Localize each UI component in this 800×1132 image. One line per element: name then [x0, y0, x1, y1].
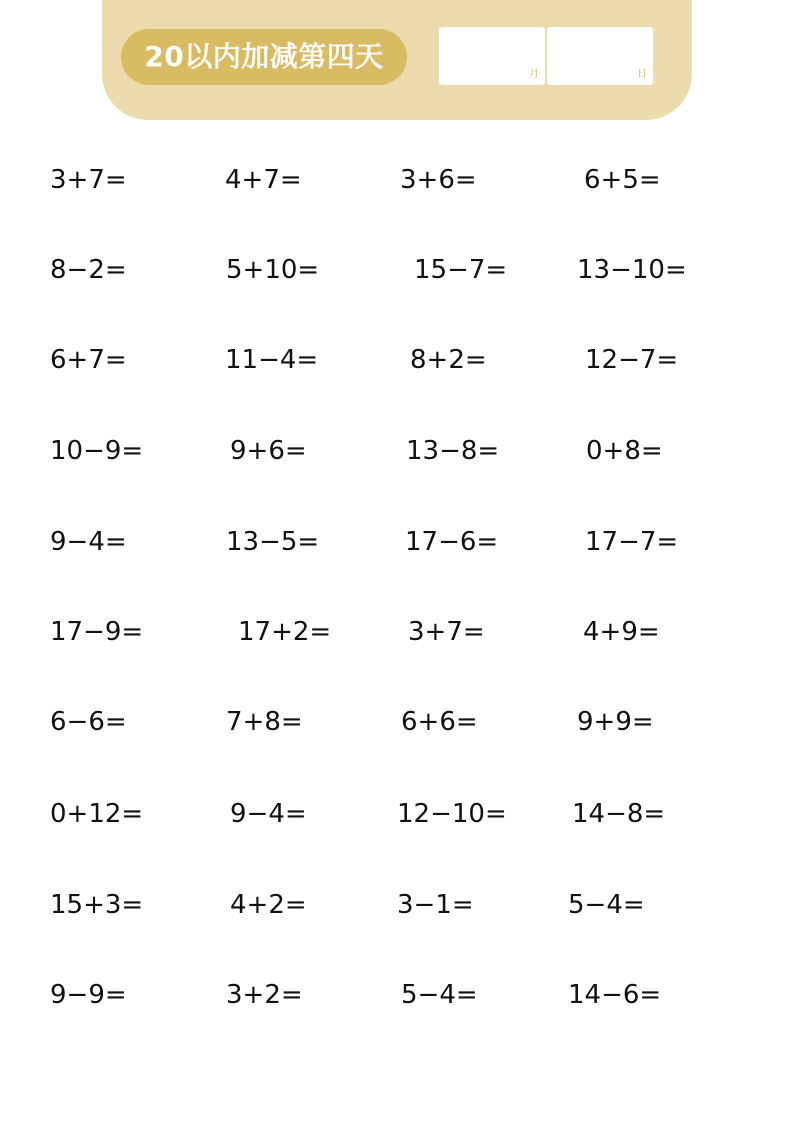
problem-r6-c2: 17+2= [238, 617, 332, 647]
problem-r5-c3: 17−6= [405, 527, 499, 557]
problem-r2-c2: 5+10= [226, 255, 320, 285]
month-label: 月 [529, 69, 539, 80]
problem-r1-c4: 6+5= [584, 165, 661, 195]
problem-r8-c4: 14−8= [572, 799, 666, 829]
problem-r4-c2: 9+6= [230, 436, 307, 466]
problem-r1-c3: 3+6= [400, 165, 477, 195]
problem-r2-c4: 13−10= [577, 255, 687, 285]
problem-r9-c3: 3−1= [397, 890, 474, 920]
problem-r9-c4: 5−4= [568, 890, 645, 920]
problem-r6-c1: 17−9= [50, 617, 144, 647]
problem-r6-c4: 4+9= [583, 617, 660, 647]
problem-r3-c3: 8+2= [410, 345, 487, 375]
problem-r8-c1: 0+12= [50, 799, 144, 829]
problem-r5-c4: 17−7= [585, 527, 679, 557]
problem-r7-c2: 7+8= [226, 707, 303, 737]
problem-r7-c1: 6−6= [50, 707, 127, 737]
day-label: 日 [637, 69, 647, 80]
problem-r6-c3: 3+7= [408, 617, 485, 647]
problem-r7-c3: 6+6= [401, 707, 478, 737]
problem-r10-c4: 14−6= [568, 980, 662, 1010]
worksheet-title: 20以内加减第四天 [121, 29, 407, 85]
problem-r10-c1: 9−9= [50, 980, 127, 1010]
problem-r1-c1: 3+7= [50, 165, 127, 195]
problem-r3-c1: 6+7= [50, 345, 127, 375]
problem-r7-c4: 9+9= [577, 707, 654, 737]
problem-r9-c2: 4+2= [230, 890, 307, 920]
problem-r9-c1: 15+3= [50, 890, 144, 920]
problem-r1-c2: 4+7= [225, 165, 302, 195]
problem-r2-c3: 15−7= [414, 255, 508, 285]
problem-r5-c2: 13−5= [226, 527, 320, 557]
problem-r3-c2: 11−4= [225, 345, 319, 375]
problem-r4-c3: 13−8= [406, 436, 500, 466]
problem-r8-c3: 12−10= [397, 799, 507, 829]
problem-r4-c4: 0+8= [586, 436, 663, 466]
problem-r10-c2: 3+2= [226, 980, 303, 1010]
problem-r10-c3: 5−4= [401, 980, 478, 1010]
problem-r2-c1: 8−2= [50, 255, 127, 285]
problem-r4-c1: 10−9= [50, 436, 144, 466]
problem-r3-c4: 12−7= [585, 345, 679, 375]
problem-r5-c1: 9−4= [50, 527, 127, 557]
problem-r8-c2: 9−4= [230, 799, 307, 829]
